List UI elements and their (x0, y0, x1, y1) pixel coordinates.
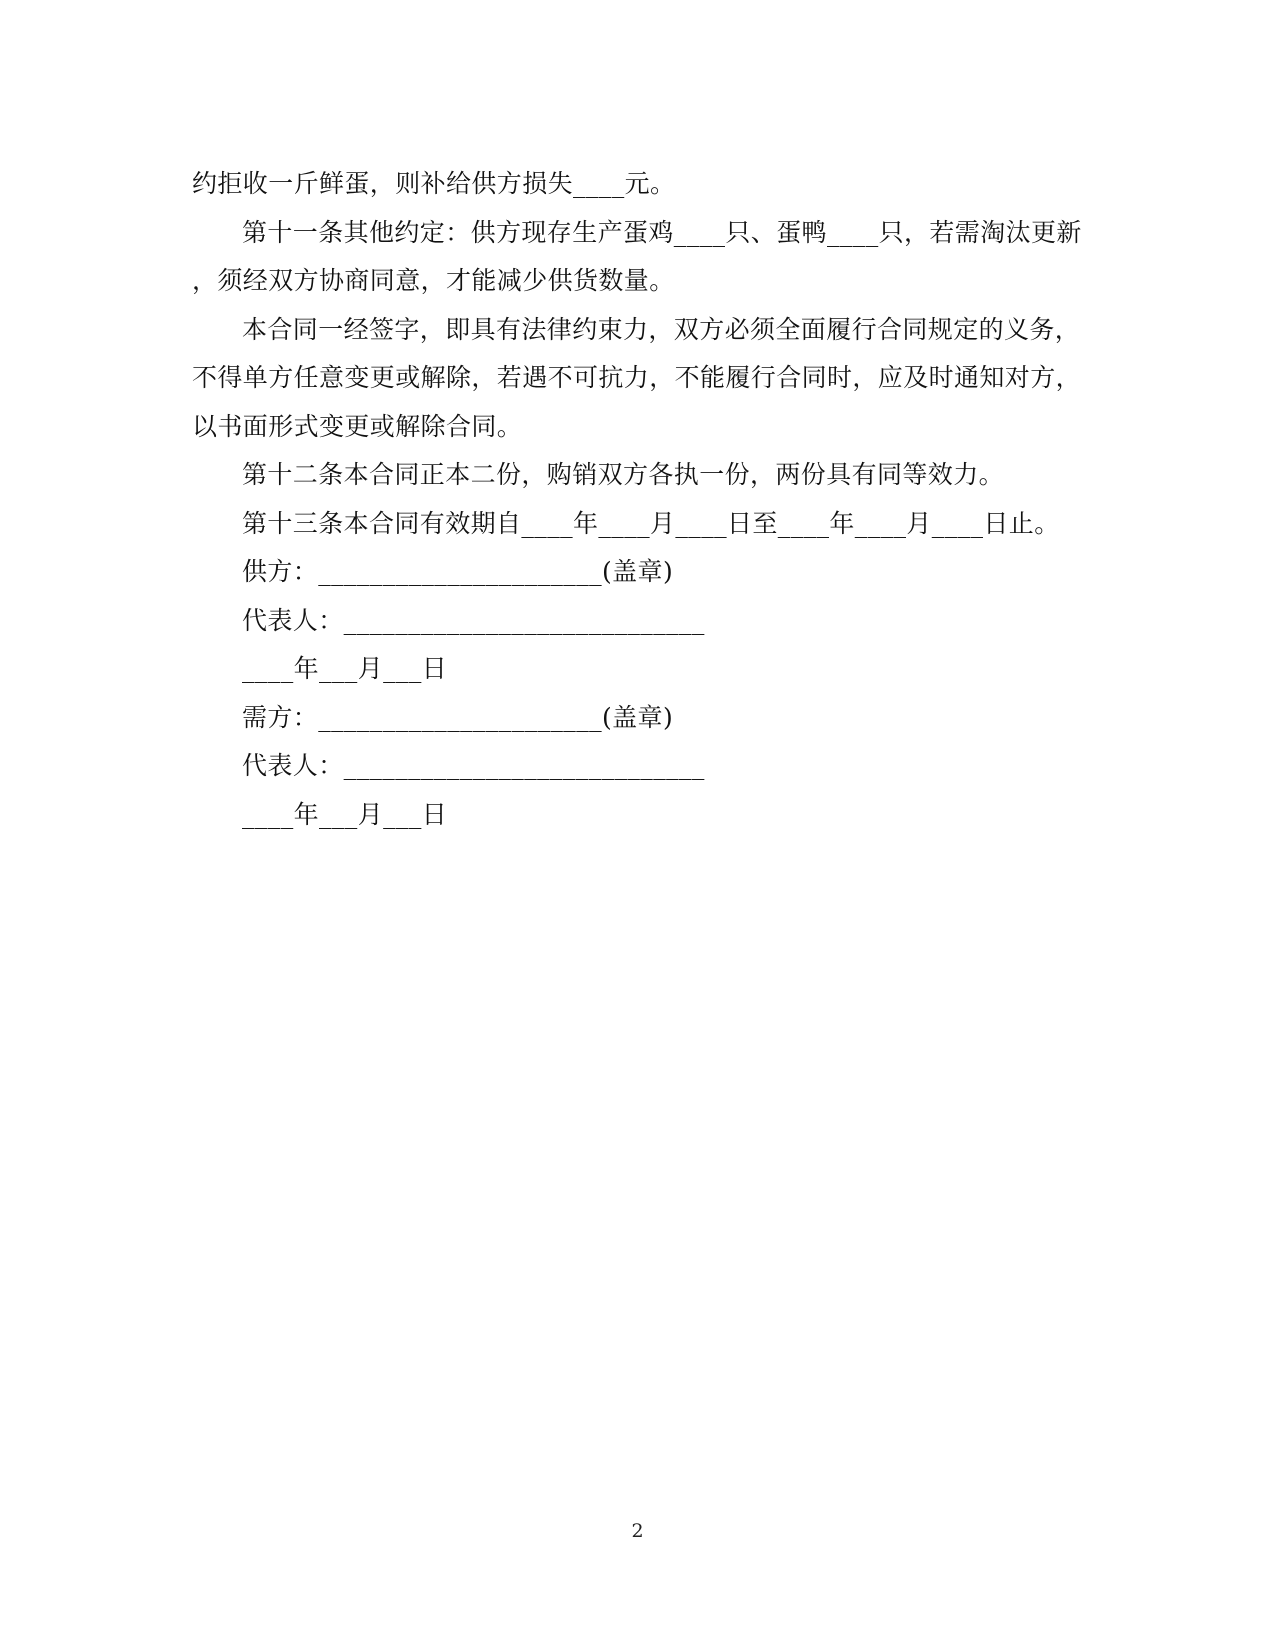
body-line-2: 第十一条其他约定：供方现存生产蛋鸡____只、蛋鸭____只，若需淘汰更新 (242, 217, 1082, 247)
body-line-4: 本合同一经签字，即具有法律约束力，双方必须全面履行合同规定的义务， (242, 314, 1081, 344)
page-number: 2 (631, 1520, 644, 1542)
supplier-date-line: ____年___月___日 (242, 654, 448, 683)
buyer-representative-line: 代表人：____________________________ (242, 751, 705, 780)
body-line-6: 以书面形式变更或解除合同。 (192, 411, 523, 441)
body-line-8: 第十三条本合同有效期自____年____月____日至____年____月____日止。 (242, 508, 1060, 538)
body-line-7: 第十二条本合同正本二份，购销双方各执一份，两份具有同等效力。 (242, 460, 1005, 489)
buyer-date-line: ____年___月___日 (242, 799, 448, 829)
body-line-5: 不得单方任意变更或解除，若遇不可抗力，不能履行合同时，应及时通知对方， (192, 363, 1082, 392)
body-line-1: 约拒收一斤鲜蛋，则补给供方损失____元。 (192, 169, 676, 198)
supplier-representative-line: 代表人：____________________________ (242, 605, 705, 635)
supplier-signature-line: 供方：______________________(盖章) (242, 557, 674, 586)
body-line-3: ，须经双方协商同意，才能减少供货数量。 (192, 266, 675, 295)
buyer-signature-line: 需方：______________________(盖章) (242, 702, 674, 732)
contract-body (192, 160, 1082, 839)
